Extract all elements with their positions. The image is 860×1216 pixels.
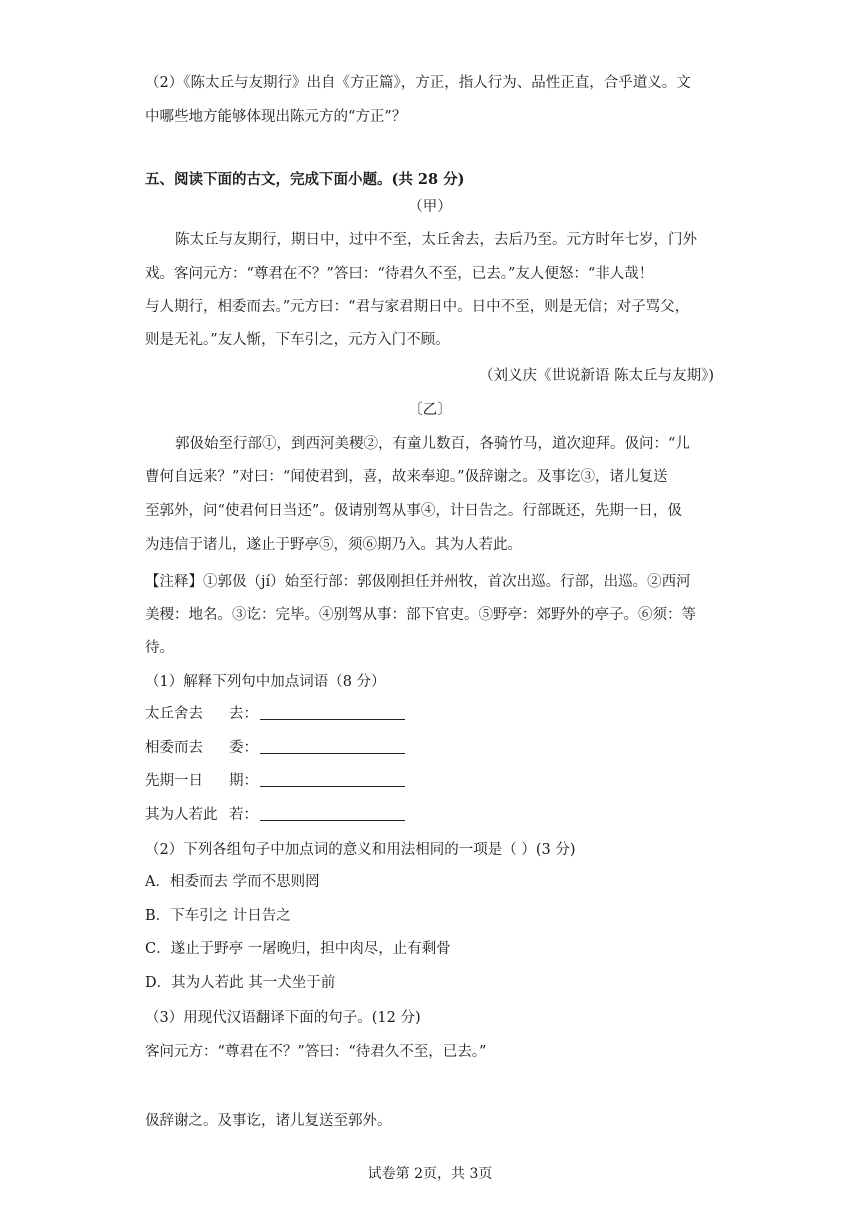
answer-blank[interactable] <box>260 739 405 754</box>
text-line-optD: D．其为人若此 其一犬坐于前 <box>145 975 336 991</box>
vocab-item <box>145 771 405 791</box>
text-line-sec5: 五、阅读下面的古文，完成下面小题。(共 28 分) <box>145 171 465 188</box>
text-line-p1a: 陈太丘与友期行，期日中，过中不至，太丘舍去，去后乃至。元方时年七岁，门外 <box>175 232 697 248</box>
text-line-tr1: 客问元方：“尊君在不？”答曰：“待君久不至，已去。” <box>145 1044 487 1060</box>
vocab-word: 若： <box>229 807 258 823</box>
text-line-jia: （甲） <box>408 199 452 215</box>
text-line-p2d: 为违信于诸儿，遂止于野亭⑤，须⑥期乃入。其为人若此。 <box>145 537 522 553</box>
answer-blank[interactable] <box>260 806 405 821</box>
vocab-item <box>145 805 405 825</box>
text-line-p1d: 则是无礼。”友人惭，下车引之，元方入门不顾。 <box>145 332 450 348</box>
text-line-p2c: 至郭外，问“使君何日当还”。伋请别驾从事④，计日告之。行部既还，先期一日，伋 <box>145 503 682 519</box>
vocab-word: 期： <box>229 773 258 789</box>
vocab-word: 去： <box>229 706 258 722</box>
vocab-phrase: 太丘舍去 <box>145 706 203 722</box>
text-line-tr2: 伋辞谢之。及事讫，诸儿复送至郭外。 <box>145 1113 392 1129</box>
text-line-optA: A．相委而去 学而不思则罔 <box>145 874 320 890</box>
text-line-q4-2b: 中哪些地方能够体现出陈元方的“方正”？ <box>145 109 407 125</box>
vocab-item <box>145 738 405 758</box>
text-line-sq1: （1）解释下列句中加点词语（8 分） <box>145 674 386 690</box>
text-line-p1c: 与人期行，相委而去。”元方曰：“君与家君期日中。日中不至，则是无信；对子骂父， <box>145 299 690 315</box>
text-line-optC: C．遂止于野亭 一屠晚归，担中肉尽，止有剩骨 <box>145 941 451 957</box>
text-line-note2: 美稷：地名。③讫：完毕。④别驾从事：部下官吏。⑤野亭：郊野外的亭子。⑥须：等 <box>145 607 696 623</box>
page-footer: 试卷第 2页，共 3页 <box>367 1166 493 1182</box>
text-line-note1: 【注释】①郭伋（jí）始至行部：郭伋刚担任并州牧，首次出巡。行部，出巡。②西河 <box>145 574 691 590</box>
answer-blank[interactable] <box>260 772 405 787</box>
vocab-phrase: 先期一日 <box>145 773 203 789</box>
answer-blank[interactable] <box>260 705 405 720</box>
text-line-sq3: （3）用现代汉语翻译下面的句子。(12 分) <box>145 1010 421 1026</box>
text-line-q4-2a: （2）《陈太丘与友期行》出自《方正篇》，方正，指人行为、品性正直，合乎道义。文 <box>145 75 691 91</box>
text-line-src: （刘义庆《世说新语 陈太丘与友期》) <box>478 368 714 384</box>
vocab-phrase: 相委而去 <box>145 740 203 756</box>
text-line-note3: 待。 <box>145 640 174 656</box>
vocab-word: 委： <box>229 740 258 756</box>
text-line-yi: 〔乙〕 <box>408 402 452 418</box>
vocab-item <box>145 704 405 724</box>
text-line-p1b: 戏。客问元方：“尊君在不？”答曰：“待君久不至，已去。”友人便怒：“非人哉！ <box>145 266 654 282</box>
text-line-p2b: 曹何自远来？”对曰：“闻使君到，喜，故来奉迎。”伋辞谢之。及事讫③，诸儿复送 <box>145 469 668 485</box>
vocab-phrase: 其为人若此 <box>145 807 218 823</box>
text-line-p2a: 郭伋始至行部①，到西河美稷②，有童儿数百，各骑竹马，道次迎拜。伋问：“儿 <box>175 436 690 452</box>
text-line-sq2: （2）下列各组句子中加点词的意义和用法相同的一项是（ ）(3 分) <box>145 842 576 858</box>
text-line-optB: B．下车引之 计日告之 <box>145 908 291 924</box>
